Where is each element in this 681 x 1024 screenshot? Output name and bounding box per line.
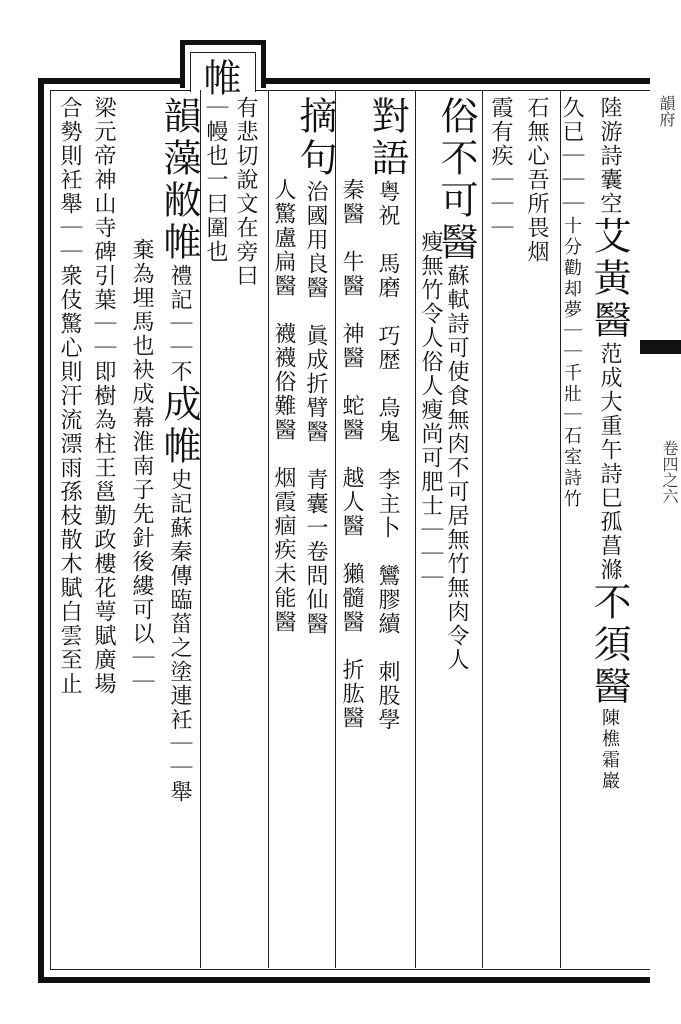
volume-label: 卷四之六 [660,440,679,504]
entry-text: 治國用良醫 眞成折臂醫 青囊一卷問仙醫 [303,180,328,636]
entry-heading: 敝帷 [157,180,201,264]
text-column-4 [489,96,511,240]
entry-heading: 成帷 [157,384,201,468]
text-column-15 [92,96,114,696]
text-column-7 [365,96,409,732]
text-column-3 [525,96,547,264]
entry-text: ｜幔也一曰圍也 [203,96,228,264]
tab-headword: 帷 [197,58,241,100]
entry-text: 陳樵霜巖 [599,708,620,792]
column-rule [335,90,336,968]
text-column-2 [560,96,582,510]
entry-text: 秦醫 牛醫 神醫 蛇醫 越人醫 獺髓醫 折肱醫 [339,178,364,730]
entry-text: 史記蘇秦傳臨菑之塗連衽｜｜舉 [167,468,192,804]
entry-text: 陸游詩囊空 [597,96,622,216]
text-column-10 [272,178,294,634]
entry-text: 粤祝 馬磨 巧歴 烏鬼 李主卜 鸞膠續 刺股學 [375,180,400,732]
column-rule [415,90,416,968]
text-column-6 [419,230,441,590]
entry-text: 霞有疾｜｜｜ [488,96,513,240]
text-column-8 [340,178,362,730]
entry-heading: 俗不可醫 [434,96,478,264]
column-rule [268,90,269,968]
entry-heading: 摘句 [293,96,337,180]
text-column-16 [58,96,80,696]
entry-text: 合勢則衽舉｜｜衆伎驚心則汗流漂雨孫枝散木賦白雲至止 [57,96,82,696]
entry-text: 袂成幕淮南子先針後縷可以｜｜ [129,358,154,694]
text-column-13 [157,96,201,804]
entry-text: 久已｜｜｜ [559,96,584,216]
entry-text: 十分勸却夢｜｜千壯｜ [561,216,582,426]
text-column-11 [234,96,256,288]
text-column-9 [293,96,337,636]
text-column-12 [204,96,226,264]
text-column-1 [587,96,631,792]
entry-text: 蘇軾詩可使食無肉不可居無竹無肉令人 [444,264,469,672]
entry-text: 石無心吾所畏烟 [524,96,549,264]
entry-heading: 韻藻 [157,96,201,180]
entry-text: 瘦無竹令人俗人瘦尚可肥士｜｜｜ [418,230,443,590]
entry-text: 有悲切說文在旁曰 [233,96,258,288]
fish-tail-mark [640,340,681,354]
entry-heading: 不須醫 [587,582,631,708]
entry-text: 禮記｜｜不 [167,264,192,384]
entry-text: 石室詩竹 [561,426,582,510]
entry-heading: 艾黃醫 [587,216,631,342]
column-rule [482,90,483,968]
text-column-14 [130,238,152,694]
entry-text: 梁元帝神山寺碑引葉｜｜即樹為柱王邕勤政樓花萼賦廣場 [91,96,116,696]
margin-header: 韻府 [657,95,676,127]
entry-heading: 對語 [365,96,409,180]
entry-text: 人驚盧扁醫 襪襪俗難醫 烟霞痼疾未能醫 [271,178,296,634]
entry-text: 棄為埋馬也 [129,238,154,358]
entry-text: 范成大重午詩巳孤菖滌 [597,342,622,582]
